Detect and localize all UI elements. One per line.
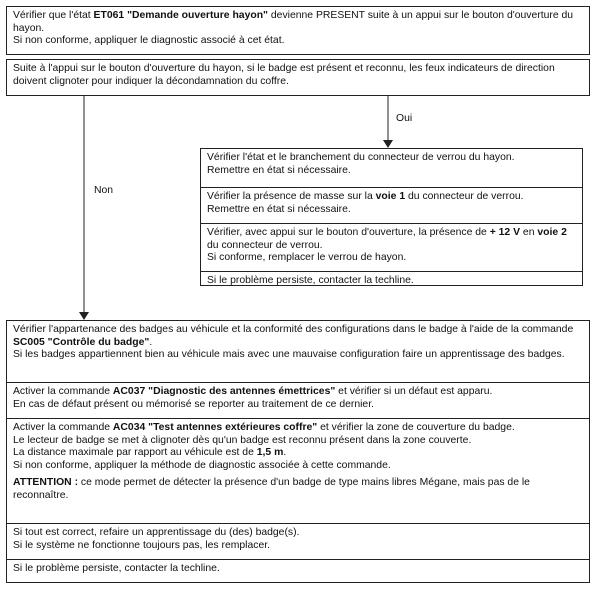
voltage-pin: voie 2: [537, 227, 567, 238]
attention-label: ATTENTION :: [13, 477, 79, 489]
voltage-check-row: [201, 223, 582, 271]
relearn-row: [7, 523, 589, 559]
command-name-ac034: "Test antennes extérieures coffre": [148, 422, 318, 433]
voltage-value: + 12 V: [489, 227, 521, 238]
lock-connector-text: Vérifier l'état et le branchement du connecteur de verrou du hayon.: [207, 152, 515, 163]
trunk-test-intro: Activer la commande: [13, 422, 113, 433]
command-code-ac037: AC037: [112, 386, 146, 397]
check-et061-intro: Vérifier que l'état: [13, 10, 94, 21]
non-label: Non: [94, 185, 114, 196]
trunk-test-distance-intro: La distance maximale par rapport au véhicule est de: [13, 447, 257, 459]
command-name-sc005: "Contrôle du badge": [47, 336, 150, 348]
state-name: "Demande ouverture hayon": [127, 10, 268, 21]
lock-connector-row: [201, 149, 582, 187]
antenna-diag-fault: En cas de défaut présent ou mémorisé se reporter au traitement de ce dernier.: [13, 398, 374, 410]
antenna-diag-intro: Activer la commande: [13, 386, 113, 397]
check-et061-text: [7, 7, 589, 50]
badge-blink-question-text: Suite à l'appui sur le bouton d'ouverture du hayon, si le badge est présent et reconnu, les feux indicateurs de direction doivent clignoter pour indiquer la décondamnation du coffre.: [13, 63, 555, 87]
tailgate-lock-checks-box: [200, 148, 583, 286]
check-et061-box: [6, 6, 590, 55]
command-code-ac034: AC034: [112, 422, 146, 433]
relearn-text: Si tout est correct, refaire un apprentissage du (des) badge(s).: [13, 527, 300, 538]
badge-blink-question-box: [6, 59, 590, 96]
ground-check-row: [201, 187, 582, 223]
lock-connector-repair: Remettre en état si nécessaire.: [207, 164, 351, 176]
trunk-test-rest: et vérifier la zone de couverture du badge.: [317, 422, 515, 433]
badge-config-period: .: [149, 336, 153, 348]
voltage-check-rest: du connecteur de verrou.: [207, 239, 323, 251]
ground-check-rest: du connecteur de verrou.: [405, 191, 524, 202]
ground-check-intro: Vérifier la présence de masse sur la: [207, 191, 376, 202]
non-arrowhead: [79, 312, 89, 320]
oui-label: Oui: [396, 113, 413, 124]
techline-row-2: Si le problème persiste, contacter la techline.: [7, 559, 589, 578]
ground-check-repair: Remettre en état si nécessaire.: [207, 203, 351, 215]
command-name-ac037: "Diagnostic des antennes émettrices": [148, 386, 336, 397]
antenna-diag-rest: et vérifier si un défaut est apparu.: [335, 386, 493, 397]
trunk-test-blink: Le lecteur de badge se met à clignoter dès qu'un badge est reconnu présent dans la zone couverte.: [13, 434, 472, 446]
techline-row-1: Si le problème persiste, contacter la techline.: [201, 271, 582, 290]
replace-badges-text: Si le système ne fonctionne toujours pas, les remplacer.: [13, 539, 271, 551]
trunk-antenna-test-row: [7, 418, 589, 523]
badge-config-row: [7, 321, 589, 382]
antenna-diag-row: [7, 382, 589, 418]
command-code-sc005: SC005: [13, 336, 45, 348]
badge-config-intro: Vérifier l'appartenance des badges au véhicule et la conformité des configurations dans le badge à l'aide de la commande: [13, 324, 574, 335]
state-code-et061: ET061: [93, 10, 125, 21]
trunk-test-distance-period: .: [283, 447, 287, 459]
voltage-check-mid: en: [520, 227, 538, 238]
check-et061-rest: devienne PRESENT suite à un appui sur le bouton d'ouverture du hayon.: [13, 10, 574, 34]
check-et061-nonconform: Si non conforme, appliquer le diagnostic associé à cet état.: [13, 35, 285, 47]
ground-pin: voie 1: [375, 191, 406, 202]
badge-config-learning: Si les badges appartiennent bien au véhicule mais avec une mauvaise configuration faire un apprentissage des badges.: [13, 349, 565, 361]
badge-diagnostic-box: [6, 320, 590, 583]
attention-text: ce mode permet de détecter la présence d'un badge de type mains libres Mégane, mais pas de le reconnaître.: [13, 477, 530, 501]
voltage-check-replace: Si conforme, remplacer le verrou de hayon.: [207, 252, 407, 264]
trunk-test-nonconform: Si non conforme, appliquer la méthode de diagnostic associée à cette commande.: [13, 459, 391, 471]
voltage-check-intro: Vérifier, avec appui sur le bouton d'ouverture, la présence de: [207, 227, 490, 238]
oui-arrowhead: [383, 140, 393, 148]
trunk-test-distance-value: 1,5 m: [256, 447, 284, 459]
